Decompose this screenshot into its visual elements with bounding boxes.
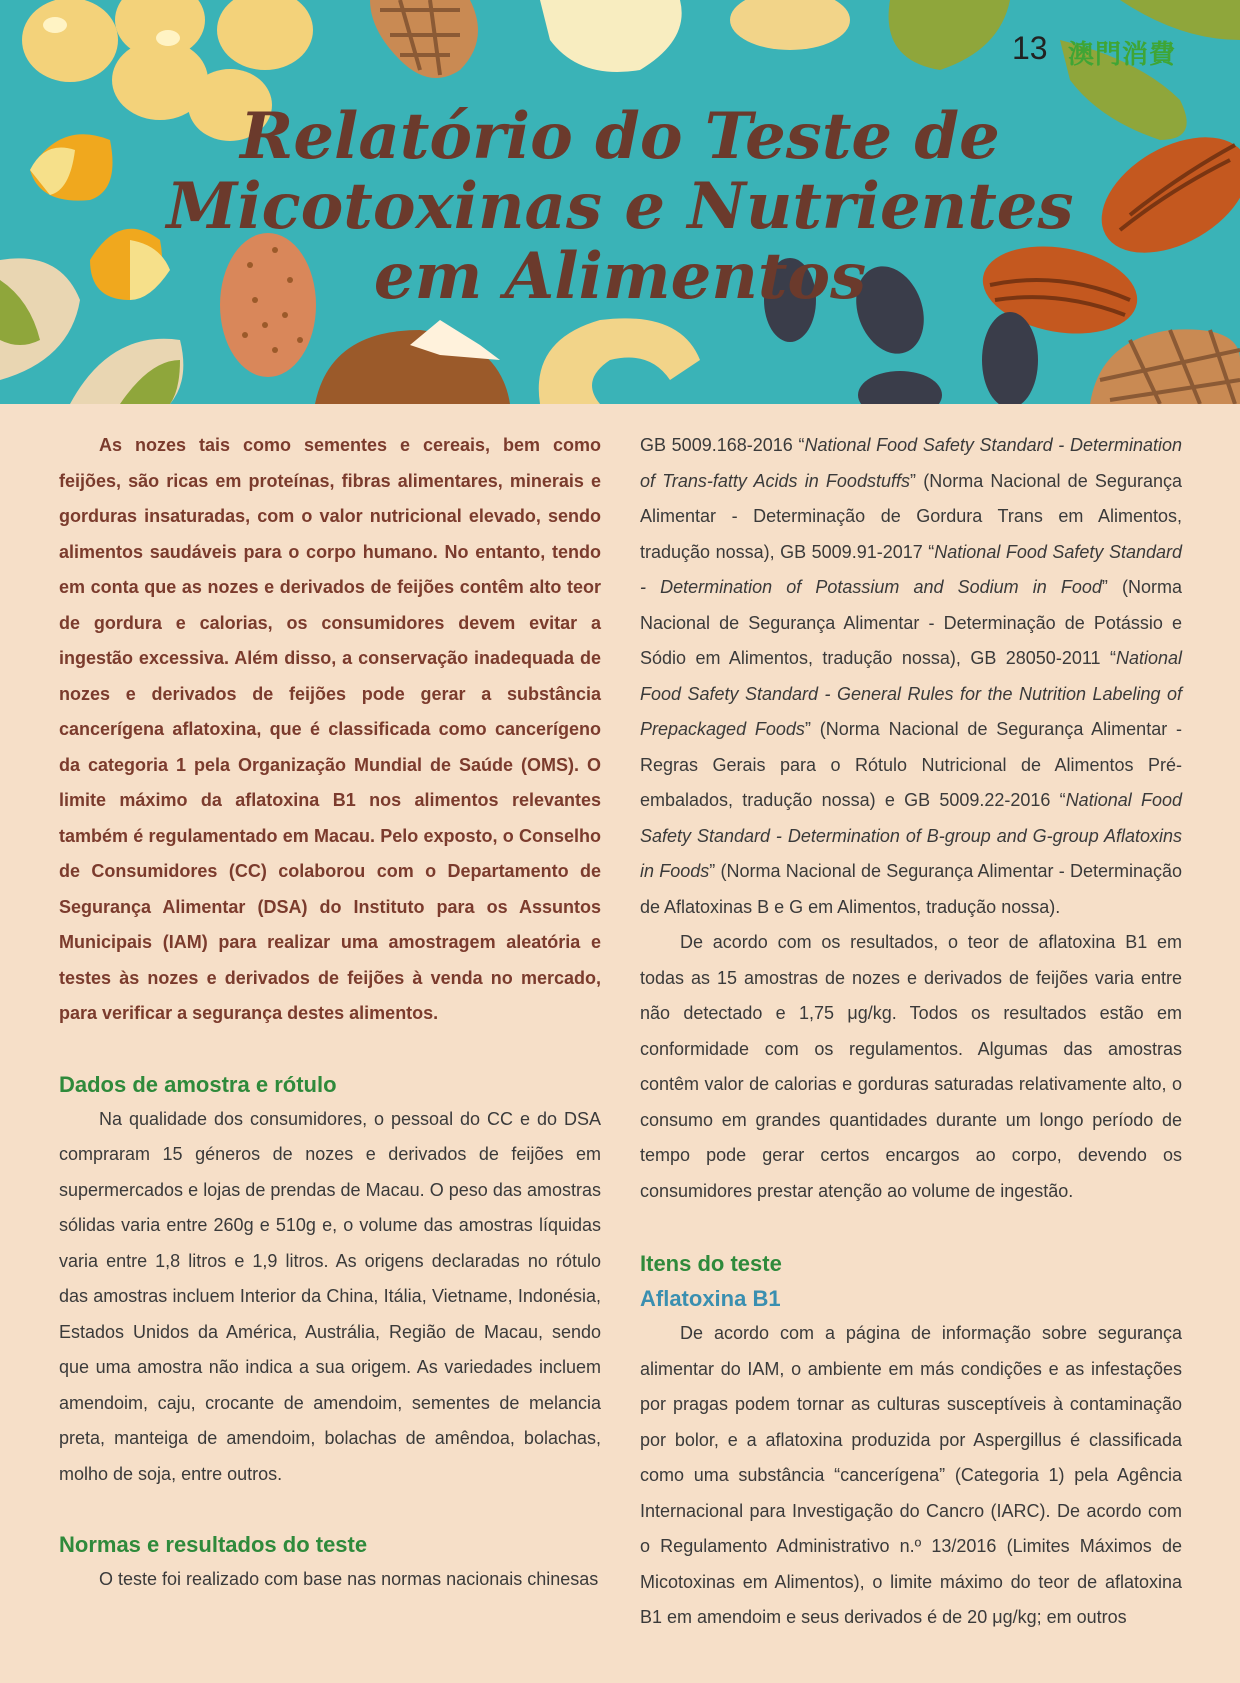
standard-3-desc: ” (Norma Nacional de Segurança Alimentar - Regras Gerais para o Rótulo Nutricional de Alimentos Pré-embalados, tradução nossa) e GB 5009.22-2016 “ (640, 719, 1183, 810)
left-column (59, 428, 601, 1598)
section-heading-sample-data: Dados de amostra e rótulo (59, 1071, 337, 1097)
page-number: 13 (1012, 30, 1048, 66)
section-heading-standards: Normas e resultados do teste (59, 1532, 368, 1557)
results-paragraph: De acordo com os resultados, o teor de aflatoxina B1 em todas as 15 amostras de nozes e derivados de feijões varia entre não detectado e 1,75 μg/kg. Todos os resultados estão em conformidade com os regulamentos. Algumas das amostras contêm valor de calorias e gorduras saturadas relativamente alto, o consumo em grandes quantidades durante um longo período de tempo pode gerar certos encargos ao corpo, devendo os consumidores prestar atenção ao volume de ingestão. (640, 932, 1182, 1201)
title-line-2: Micotoxinas e Nutrientes (166, 169, 1074, 244)
section-heading-test-items: Itens do teste (640, 1251, 782, 1276)
brand-logo-text: 澳門消費 (1068, 40, 1177, 70)
title-line-3: em Alimentos (373, 239, 867, 314)
right-column (640, 428, 1182, 1636)
title-line-1: Relatório do Teste de (240, 99, 1000, 174)
standard-4-title: National Food Safety Standard - Determination of B-group and G-group Aflatoxins in Foods (640, 790, 1182, 881)
standard-1-title: National Food Safety Standard - Determination of Trans-fatty Acids in Foodstuffs (640, 435, 1182, 491)
standard-1-code: GB 5009.168-2016 “ (640, 435, 805, 455)
standard-2-title: National Food Safety Standard - Determination of Potassium and Sodium in Food (640, 541, 1183, 597)
standard-3-title: National Food Safety Standard - General Rules for the Nutrition Labeling of Prepackaged Foods (640, 648, 1182, 739)
brand-logo (1068, 34, 1176, 71)
header-banner (0, 0, 1240, 404)
standard-1-desc: ” (Norma Nacional de Segurança Alimentar - Determinação de Gordura Trans em Alimentos, tradução nossa), GB 5009.91-2017 “ (640, 470, 1182, 562)
standard-2-desc: ” (Norma Nacional de Segurança Alimentar - Determinação de Potássio e Sódio em Alimentos, tradução nossa), GB 28050-2011 “ (640, 577, 1183, 668)
subheading-aflatoxin-b1: Aflatoxina B1 (640, 1286, 781, 1311)
aflatoxin-paragraph: De acordo com a página de informação sobre segurança alimentar do IAM, o ambiente em más condições e as infestações por pragas podem tornar as culturas susceptíveis à contaminação por bolor, e a aflatoxina produzida por Aspergillus é classificada como uma substância “cancerígena” (Categoria 1) pela Agência Internacional para Investigação do Cancro (IARC). De acordo com o Regulamento Administrativo n.º 13/2016 (Limites Máximos de Micotoxinas em Alimentos), o limite máximo do teor de aflatoxina B1 em amendoim e seus derivados é de 20 μg/kg; em outros (640, 1323, 1182, 1627)
standard-4-desc: ” (Norma Nacional de Segurança Alimentar - Determinação de Aflatoxinas B e G em Alimentos, tradução nossa). (640, 861, 1182, 917)
standards-intro-paragraph: O teste foi realizado com base nas normas nacionais chinesas (99, 1569, 599, 1589)
sample-data-paragraph: Na qualidade dos consumidores, o pessoal do CC e do DSA compraram 15 géneros de nozes e derivados de feijões em supermercados e lojas de prendas de Macau. O peso das amostras sólidas varia entre 260g e 510g e, o volume das amostras líquidas varia entre 1,8 litros e 1,9 litros. As origens declaradas no rótulo das amostras incluem Interior da China, Itália, Vietname, Indonésia, Estados Unidos da América, Austrália, Região de Macau, sendo que uma amostra não indica a sua origem. As variedades incluem amendoim, caju, crocante de amendoim, sementes de melancia preta, manteiga de amendoim, bolachas de amêndoa, bolachas, molho de soja, entre outros. (59, 1108, 601, 1484)
page-title (120, 99, 1120, 314)
standards-paragraph (640, 428, 1182, 925)
intro-paragraph: As nozes tais como sementes e cereais, bem como feijões, são ricas em proteínas, fibras alimentares, minerais e gorduras insaturadas, com o valor nutricional elevado, sendo alimentos saudáveis para o corpo humano. No entanto, tendo em conta que as nozes e derivados de feijões contêm alto teor de gordura e calorias, os consumidores devem evitar a ingestão excessiva. Além disso, a conservação inadequada de nozes e derivados de feijões pode gerar a substância cancerígena aflatoxina, que é classificada como cancerígeno da categoria 1 pela Organização Mundial de Saúde (OMS). O limite máximo da aflatoxina B1 nos alimentos relevantes também é regulamentado em Macau. Pelo exposto, o Conselho de Consumidores (CC) colaborou com o Departamento de Segurança Alimentar (DSA) do Instituto para os Assuntos Municipais (IAM) para realizar uma amostragem aleatória e testes às nozes e derivados de feijões à venda no mercado, para verificar a segurança destes alimentos. (59, 435, 601, 1023)
